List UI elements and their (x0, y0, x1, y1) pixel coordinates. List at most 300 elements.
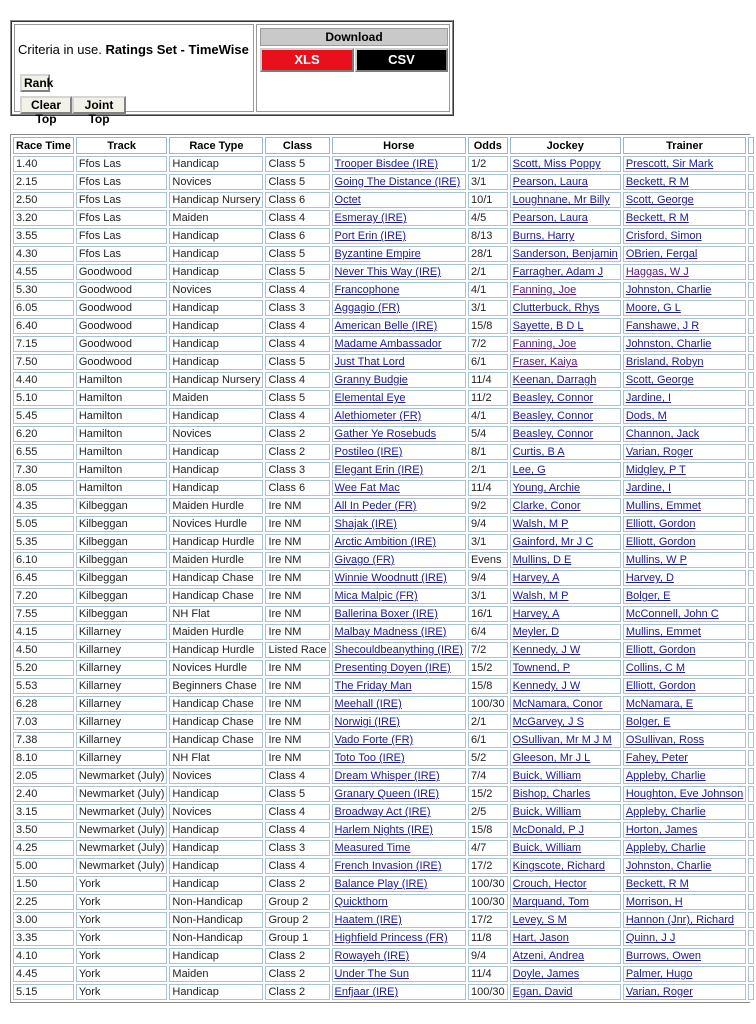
table-row (13, 480, 754, 496)
cell-trainer (623, 462, 746, 478)
cell-race-type: Maiden (169, 390, 263, 406)
trainer-link[interactable]: Quinn, J J (625, 932, 676, 944)
trainer-link[interactable]: Scott, George (625, 194, 694, 206)
horse-link[interactable]: Aggagio (FR) (334, 302, 400, 314)
jockey-link[interactable]: Hart, Jason (512, 932, 569, 944)
cell-trainer (623, 174, 746, 190)
cell-jockey (510, 444, 621, 460)
table-row (13, 930, 754, 946)
cell-class: Class 3 (265, 840, 329, 856)
trainer-link[interactable]: Burrows, Owen (625, 950, 702, 962)
table-row (13, 642, 754, 658)
horse-link[interactable]: Port Erin (IRE) (334, 230, 407, 242)
jockey-link[interactable]: McNamara, Conor (512, 698, 603, 710)
trainer-link[interactable]: Horton, James (625, 824, 698, 836)
horse-link[interactable]: Elegant Erin (IRE) (334, 464, 424, 476)
jockey-link[interactable]: Meyler, D (512, 626, 560, 638)
cell-trainer (623, 516, 746, 532)
table-row (13, 714, 754, 730)
horse-link[interactable]: Balance Play (IRE) (334, 878, 428, 890)
cell-class: Class 2 (265, 984, 329, 1000)
cell-race-type: Maiden Hurdle (169, 552, 263, 568)
trainer-link[interactable]: Elliott, Gordon (625, 536, 696, 548)
trainer-link[interactable]: Fanshawe, J R (625, 320, 700, 332)
trainer-link[interactable]: Morrison, H (625, 896, 683, 908)
horse-link[interactable]: Elemental Eye (334, 392, 406, 404)
cell-race-time: 5.00 (13, 858, 74, 874)
trainer-link[interactable]: Channon, Jack (625, 428, 700, 440)
horse-link[interactable]: Meehall (IRE) (334, 698, 402, 710)
trainer-link[interactable]: Beckett, R M (625, 212, 689, 224)
cell-odds: 4/7 (468, 840, 508, 856)
trainer-link[interactable]: Scott, George (625, 374, 694, 386)
horse-link[interactable]: Haatem (IRE) (334, 914, 402, 926)
download-xls-button[interactable]: XLS (260, 48, 354, 72)
cell-horse (332, 966, 466, 982)
trainer-link[interactable]: Fahey, Peter (625, 752, 688, 764)
cell-race-type: Handicap (169, 984, 263, 1000)
cell-track: Newmarket (July) (76, 768, 168, 784)
header-trainer[interactable]: Trainer (623, 137, 746, 154)
jockey-link[interactable]: Kennedy, J W (512, 680, 581, 692)
cell-extra-column (748, 480, 754, 496)
trainer-link[interactable]: Crisford, Simon (625, 230, 702, 242)
jockey-link[interactable]: Farragher, Adam J (512, 266, 604, 278)
jockey-link[interactable]: OSullivan, Mr M J M (512, 734, 612, 746)
cell-horse (332, 768, 466, 784)
trainer-link[interactable]: Mullins, Emmet (625, 626, 701, 638)
cell-trainer (623, 300, 746, 316)
jockey-link[interactable]: Gainford, Mr J C (512, 536, 594, 548)
cell-race-type: Maiden Hurdle (169, 498, 263, 514)
jockey-link[interactable]: Atzeni, Andrea (512, 950, 585, 962)
cell-race-type: Handicap (169, 876, 263, 892)
trainer-link[interactable]: Midgley, P T (625, 464, 686, 476)
horse-link[interactable]: Quickthorn (334, 896, 388, 908)
cell-odds: 11/4 (468, 480, 508, 496)
jockey-link[interactable]: Marquand, Tom (512, 896, 589, 908)
header-odds[interactable]: Odds (468, 137, 508, 154)
trainer-link[interactable]: Elliott, Gordon (625, 680, 696, 692)
jockey-link[interactable]: Kingscote, Richard (512, 860, 605, 872)
cell-odds: 5/4 (468, 426, 508, 442)
cell-extra-column (748, 552, 754, 568)
cell-horse (332, 246, 466, 262)
jockey-link[interactable]: Beasley, Connor (512, 428, 594, 440)
trainer-link[interactable]: McConnell, John C (625, 608, 719, 620)
horse-link[interactable]: Measured Time (334, 842, 411, 854)
trainer-link[interactable]: OSullivan, Ross (625, 734, 705, 746)
cell-race-type: Handicap (169, 948, 263, 964)
cell-class: Class 4 (265, 804, 329, 820)
cell-class: Class 2 (265, 966, 329, 982)
jockey-link[interactable]: Egan, David (512, 986, 573, 998)
trainer-link[interactable]: Haggas, W J (625, 266, 689, 278)
cell-trainer (623, 984, 746, 1000)
trainer-link[interactable]: Moore, G L (625, 302, 681, 314)
cell-extra-column (748, 750, 754, 766)
header-horse[interactable]: Horse (332, 137, 466, 154)
trainer-link[interactable]: Hannon (Jnr), Richard (625, 914, 735, 926)
trainer-link[interactable]: Brisland, Robyn (625, 356, 704, 368)
table-row (13, 966, 754, 982)
horse-link[interactable]: Mica Malpic (FR) (334, 590, 418, 602)
cell-race-time: 2.25 (13, 894, 74, 910)
cell-odds: 11/4 (468, 966, 508, 982)
cell-race-type: Novices (169, 282, 263, 298)
jockey-link[interactable]: Buick, William (512, 770, 582, 782)
cell-horse (332, 822, 466, 838)
horse-link[interactable]: Givago (FR) (334, 554, 395, 566)
horse-link[interactable]: Byzantine Empire (334, 248, 421, 260)
cell-trainer (623, 678, 746, 694)
cell-track: Killarney (76, 732, 168, 748)
jockey-link[interactable]: Mullins, D E (512, 554, 572, 566)
trainer-link[interactable]: Dods, M (625, 410, 667, 422)
horse-link[interactable]: Highfield Princess (FR) (334, 932, 448, 944)
cell-odds: 15/8 (468, 318, 508, 334)
horse-link[interactable]: Malbay Madness (IRE) (334, 626, 447, 638)
jockey-link[interactable]: Loughnane, Mr Billy (512, 194, 610, 206)
jockey-link[interactable]: Sanderson, Benjamin (512, 248, 618, 260)
cell-extra-column (748, 732, 754, 748)
cell-race-type: Handicap Hurdle (169, 642, 263, 658)
cell-jockey (510, 300, 621, 316)
cell-race-type: Handicap (169, 336, 263, 352)
horse-link[interactable]: Shecouldbeanything (IRE) (334, 644, 463, 656)
jockey-link[interactable]: Walsh, M P (512, 590, 569, 602)
cell-class: Ire NM (265, 588, 329, 604)
trainer-link[interactable]: Jardine, I (625, 482, 672, 494)
criteria-cell (14, 24, 254, 126)
horse-link[interactable]: Harlem Nights (IRE) (334, 824, 433, 836)
header-track[interactable]: Track (76, 137, 168, 154)
horse-link[interactable]: Granny Budgie (334, 374, 408, 386)
cell-trainer (623, 210, 746, 226)
cell-horse (332, 174, 466, 190)
jockey-link[interactable]: Gleeson, Mr J L (512, 752, 591, 764)
cell-horse (332, 660, 466, 676)
cell-class: Class 4 (265, 768, 329, 784)
cell-jockey (510, 714, 621, 730)
cell-race-time: 6.28 (13, 696, 74, 712)
cell-horse (332, 372, 466, 388)
cell-class: Ire NM (265, 678, 329, 694)
table-row (13, 282, 754, 298)
trainer-link[interactable]: Mullins, Emmet (625, 500, 701, 512)
cell-class: Class 5 (265, 156, 329, 172)
cell-jockey (510, 786, 621, 802)
cell-extra-column (748, 696, 754, 712)
jockey-link[interactable]: Buick, William (512, 842, 582, 854)
horse-link[interactable]: Postileo (IRE) (334, 446, 403, 458)
cell-horse (332, 606, 466, 622)
jockey-link[interactable]: Buick, William (512, 806, 582, 818)
cell-jockey (510, 768, 621, 784)
jockey-link[interactable]: Curtis, B A (512, 446, 565, 458)
table-row (13, 444, 754, 460)
cell-trainer (623, 768, 746, 784)
trainer-link[interactable]: Mullins, W P (625, 554, 687, 566)
cell-horse (332, 624, 466, 640)
table-header-row (13, 137, 754, 154)
cell-jockey (510, 192, 621, 208)
trainer-link[interactable]: Johnston, Charlie (625, 860, 712, 872)
trainer-link[interactable]: Elliott, Gordon (625, 518, 696, 530)
horse-link[interactable]: Toto Too (IRE) (334, 752, 405, 764)
cell-jockey (510, 354, 621, 370)
cell-jockey (510, 174, 621, 190)
cell-class: Class 5 (265, 246, 329, 262)
trainer-link[interactable]: Prescott, Sir Mark (625, 158, 714, 170)
horse-link[interactable]: Octet (334, 194, 361, 206)
jockey-link[interactable]: Burns, Harry (512, 230, 575, 242)
horse-link[interactable]: Winnie Woodnutt (IRE) (334, 572, 447, 584)
cell-horse (332, 390, 466, 406)
cell-race-time: 2.15 (13, 174, 74, 190)
trainer-link[interactable]: OBrien, Fergal (625, 248, 698, 260)
jockey-link[interactable]: Young, Archie (512, 482, 581, 494)
jockey-link[interactable]: McDonald, P J (512, 824, 584, 836)
trainer-link[interactable]: Beckett, R M (625, 176, 689, 188)
table-row (13, 426, 754, 442)
cell-odds: 2/1 (468, 462, 508, 478)
cell-race-time: 4.30 (13, 246, 74, 262)
cell-trainer (623, 444, 746, 460)
cell-track: Kilbeggan (76, 516, 168, 532)
horse-link[interactable]: Going The Distance (IRE) (334, 176, 461, 188)
trainer-link[interactable]: Palmer, Hugo (625, 968, 693, 980)
cell-track: Newmarket (July) (76, 786, 168, 802)
header-race-time[interactable]: Race Time (13, 137, 74, 154)
cell-odds: 100/30 (468, 984, 508, 1000)
trainer-link[interactable]: Appleby, Charlie (625, 770, 706, 782)
cell-race-time: 4.45 (13, 966, 74, 982)
jockey-link[interactable]: Beasley, Connor (512, 392, 594, 404)
table-row (13, 786, 754, 802)
header-jockey[interactable]: Jockey (510, 137, 621, 154)
jockey-link[interactable]: McGarvey, J S (512, 716, 584, 728)
joint-top-button[interactable]: Joint Top (72, 96, 126, 114)
cell-jockey (510, 426, 621, 442)
cell-horse (332, 408, 466, 424)
table-row (13, 840, 754, 856)
horse-link[interactable]: Wee Fat Mac (334, 482, 400, 494)
trainer-link[interactable]: Elliott, Gordon (625, 644, 696, 656)
trainer-link[interactable]: Houghton, Eve Johnson (625, 788, 744, 800)
jockey-link[interactable]: Scott, Miss Poppy (512, 158, 601, 170)
trainer-link[interactable]: Varian, Roger (625, 986, 693, 998)
cell-jockey (510, 606, 621, 622)
jockey-link[interactable]: Walsh, M P (512, 518, 569, 530)
trainer-link[interactable]: Varian, Roger (625, 446, 693, 458)
jockey-link[interactable]: Lee, G (512, 464, 546, 476)
trainer-link[interactable]: Johnston, Charlie (625, 284, 712, 296)
cell-class: Ire NM (265, 732, 329, 748)
cell-class: Listed Race (265, 642, 329, 658)
cell-track: York (76, 984, 168, 1000)
cell-race-type: Handicap Nursery (169, 192, 263, 208)
horse-link[interactable]: Shajak (IRE) (334, 518, 397, 530)
table-row (13, 462, 754, 478)
horse-link[interactable]: Broadway Act (IRE) (334, 806, 431, 818)
trainer-link[interactable]: Jardine, I (625, 392, 672, 404)
horse-link[interactable]: Arctic Ambition (IRE) (334, 536, 437, 548)
horse-link[interactable]: Ballerina Boxer (IRE) (334, 608, 438, 620)
horse-link[interactable]: Never This Way (IRE) (334, 266, 441, 278)
clear-top-button[interactable]: Clear Top (20, 96, 72, 114)
trainer-link[interactable]: Harvey, D (625, 572, 674, 584)
jockey-link[interactable]: Harvey, A (512, 572, 560, 584)
cell-class: Class 4 (265, 282, 329, 298)
cell-class: Class 5 (265, 264, 329, 280)
cell-odds: 4/5 (468, 210, 508, 226)
cell-race-type: Handicap (169, 840, 263, 856)
cell-track: Kilbeggan (76, 570, 168, 586)
trainer-link[interactable]: Beckett, R M (625, 878, 689, 890)
jockey-link[interactable]: Doyle, James (512, 968, 580, 980)
cell-race-type: Handicap Nursery (169, 372, 263, 388)
cell-class: Class 3 (265, 462, 329, 478)
horse-link[interactable]: Madame Ambassador (334, 338, 442, 350)
jockey-link[interactable]: Bishop, Charles (512, 788, 591, 800)
cell-race-type: Novices (169, 804, 263, 820)
jockey-link[interactable]: Keenan, Darragh (512, 374, 597, 386)
cell-class: Class 5 (265, 174, 329, 190)
cell-jockey (510, 588, 621, 604)
cell-track: Ffos Las (76, 192, 168, 208)
cell-odds: 11/2 (468, 390, 508, 406)
horse-link[interactable]: Norwigi (IRE) (334, 716, 400, 728)
jockey-link[interactable]: Fanning, Joe (512, 284, 577, 296)
cell-race-time: 6.10 (13, 552, 74, 568)
horse-link[interactable]: Rowayeh (IRE) (334, 950, 410, 962)
cell-horse (332, 750, 466, 766)
cell-race-time: 7.15 (13, 336, 74, 352)
trainer-link[interactable]: Collins, C M (625, 662, 686, 674)
horse-link[interactable]: Dream Whisper (IRE) (334, 770, 440, 782)
horse-link[interactable]: The Friday Man (334, 680, 412, 692)
download-csv-button[interactable]: CSV (355, 48, 448, 72)
cell-race-time: 6.05 (13, 300, 74, 316)
cell-class: Class 5 (265, 390, 329, 406)
jockey-link[interactable]: Levey, S M (512, 914, 567, 926)
cell-odds: 17/2 (468, 858, 508, 874)
horse-link[interactable]: Just That Lord (334, 356, 405, 368)
cell-trainer (623, 642, 746, 658)
horse-link[interactable]: All In Peder (FR) (334, 500, 417, 512)
cell-race-type: Beginners Chase (169, 678, 263, 694)
jockey-link[interactable]: Clarke, Conor (512, 500, 581, 512)
cell-extra-column (748, 984, 754, 1000)
cell-race-type: Handicap (169, 444, 263, 460)
horse-link[interactable]: Trooper Bisdee (IRE) (334, 158, 439, 170)
jockey-link[interactable]: Kennedy, J W (512, 644, 581, 656)
cell-extra-column (748, 174, 754, 190)
cell-track: Killarney (76, 642, 168, 658)
horse-link[interactable]: Presenting Doyen (IRE) (334, 662, 451, 674)
cell-track: Hamilton (76, 426, 168, 442)
jockey-link[interactable]: Townend, P (512, 662, 571, 674)
cell-race-time: 3.35 (13, 930, 74, 946)
results-table-container (10, 134, 750, 1003)
rank-button[interactable]: Rank (20, 74, 50, 92)
cell-class: Class 2 (265, 426, 329, 442)
cell-class: Class 4 (265, 408, 329, 424)
cell-extra-column (748, 372, 754, 388)
horse-link[interactable]: Vado Forte (FR) (334, 734, 414, 746)
cell-race-type: Maiden (169, 966, 263, 982)
table-row (13, 624, 754, 640)
cell-extra-column (748, 192, 754, 208)
trainer-link[interactable]: Bolger, E (625, 590, 671, 602)
jockey-link[interactable]: Beasley, Connor (512, 410, 594, 422)
trainer-link[interactable]: McNamara, E (625, 698, 694, 710)
horse-link[interactable]: Alethiometer (FR) (334, 410, 422, 422)
cell-race-type: Non-Handicap (169, 930, 263, 946)
jockey-link[interactable]: Harvey, A (512, 608, 560, 620)
trainer-link[interactable]: Johnston, Charlie (625, 338, 712, 350)
horse-link[interactable]: French Invasion (IRE) (334, 860, 442, 872)
cell-race-time: 6.20 (13, 426, 74, 442)
cell-jockey (510, 570, 621, 586)
cell-jockey (510, 678, 621, 694)
table-row (13, 858, 754, 874)
cell-race-time: 4.10 (13, 948, 74, 964)
cell-odds: 28/1 (468, 246, 508, 262)
trainer-link[interactable]: Appleby, Charlie (625, 842, 706, 854)
cell-jockey (510, 984, 621, 1000)
horse-link[interactable]: Under The Sun (334, 968, 409, 980)
cell-track: Kilbeggan (76, 498, 168, 514)
cell-extra-column (748, 228, 754, 244)
horse-link[interactable]: Gather Ye Rosebuds (334, 428, 437, 440)
cell-trainer (623, 840, 746, 856)
cell-trainer (623, 804, 746, 820)
cell-horse (332, 534, 466, 550)
horse-link[interactable]: Enfjaar (IRE) (334, 986, 399, 998)
horse-link[interactable]: Granary Queen (IRE) (334, 788, 440, 800)
horse-link[interactable]: Francophone (334, 284, 400, 296)
cell-extra-column (748, 408, 754, 424)
cell-extra-column (748, 930, 754, 946)
trainer-link[interactable]: Bolger, E (625, 716, 671, 728)
horse-link[interactable]: American Belle (IRE) (334, 320, 438, 332)
cell-race-time: 6.40 (13, 318, 74, 334)
jockey-link[interactable]: Crouch, Hector (512, 878, 587, 890)
horse-link[interactable]: Esmeray (IRE) (334, 212, 407, 224)
header-race-type[interactable]: Race Type (169, 137, 263, 154)
cell-jockey (510, 516, 621, 532)
table-row (13, 354, 754, 370)
jockey-link[interactable]: Pearson, Laura (512, 212, 588, 224)
cell-trainer (623, 570, 746, 586)
jockey-link[interactable]: Clutterbuck, Rhys (512, 302, 600, 314)
cell-horse (332, 930, 466, 946)
table-row (13, 372, 754, 388)
jockey-link[interactable]: Pearson, Laura (512, 176, 588, 188)
jockey-link[interactable]: Sayette, B D L (512, 320, 584, 332)
cell-race-type: NH Flat (169, 606, 263, 622)
cell-race-type: Non-Handicap (169, 912, 263, 928)
cell-class: Class 6 (265, 192, 329, 208)
cell-horse (332, 570, 466, 586)
header-class[interactable]: Class (265, 137, 329, 154)
jockey-link[interactable]: Fraser, Kaiya (512, 356, 578, 368)
cell-horse (332, 300, 466, 316)
jockey-link[interactable]: Fanning, Joe (512, 338, 577, 350)
trainer-link[interactable]: Appleby, Charlie (625, 806, 706, 818)
